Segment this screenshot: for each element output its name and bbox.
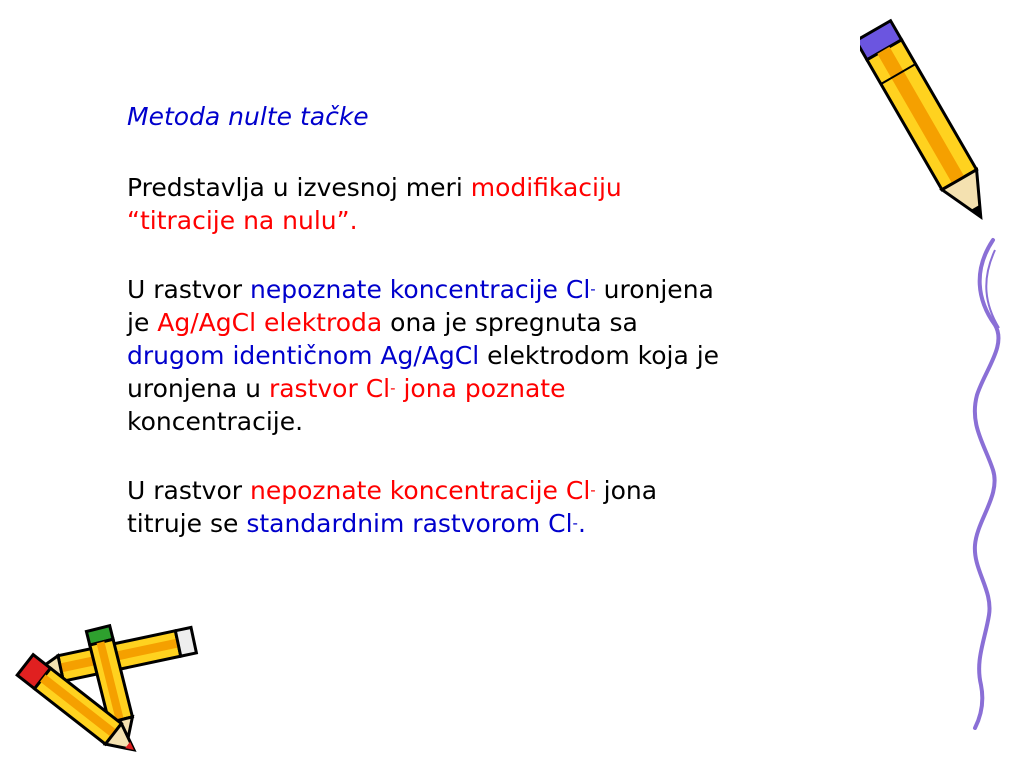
text: jona xyxy=(595,476,658,505)
highlight: nepoznate koncentracije Cl xyxy=(250,476,591,505)
highlight: drugom identičnom Ag/AgCl xyxy=(127,341,480,370)
text: uronjena xyxy=(595,275,714,304)
paragraph-2 xyxy=(127,273,927,438)
text: U rastvor xyxy=(127,275,250,304)
highlight: jona poznate xyxy=(395,374,566,403)
superscript: - xyxy=(590,280,596,298)
pencil-icon xyxy=(0,650,150,760)
text: elektrodom koja je xyxy=(479,341,720,370)
text: ona je spregnuta sa xyxy=(382,308,638,337)
text: titruje se xyxy=(127,509,247,538)
text: je xyxy=(127,308,158,337)
highlight: Ag/AgCl elektroda xyxy=(157,308,383,337)
text: U rastvor xyxy=(127,476,250,505)
highlight: . xyxy=(577,509,586,538)
slide-title: Metoda nulte tačke xyxy=(127,102,369,131)
highlight: “titracije na nulu”. xyxy=(127,206,358,235)
paragraph-3 xyxy=(127,474,927,540)
highlight: rastvor Cl xyxy=(268,374,391,403)
slide-content xyxy=(127,100,927,576)
superscript: - xyxy=(390,379,396,397)
highlight: modifikaciju xyxy=(470,173,622,202)
paragraph-1 xyxy=(127,171,927,237)
highlight: nepoznate koncentracije Cl xyxy=(250,275,591,304)
wavy-border xyxy=(955,230,1015,730)
highlight: standardnim rastvorom Cl xyxy=(246,509,573,538)
text: uronjena u xyxy=(127,374,269,403)
superscript: - xyxy=(572,514,578,532)
superscript: - xyxy=(590,481,596,499)
text: Predstavlja u izvesnoj meri xyxy=(127,173,471,202)
text: koncentracije. xyxy=(127,407,304,436)
